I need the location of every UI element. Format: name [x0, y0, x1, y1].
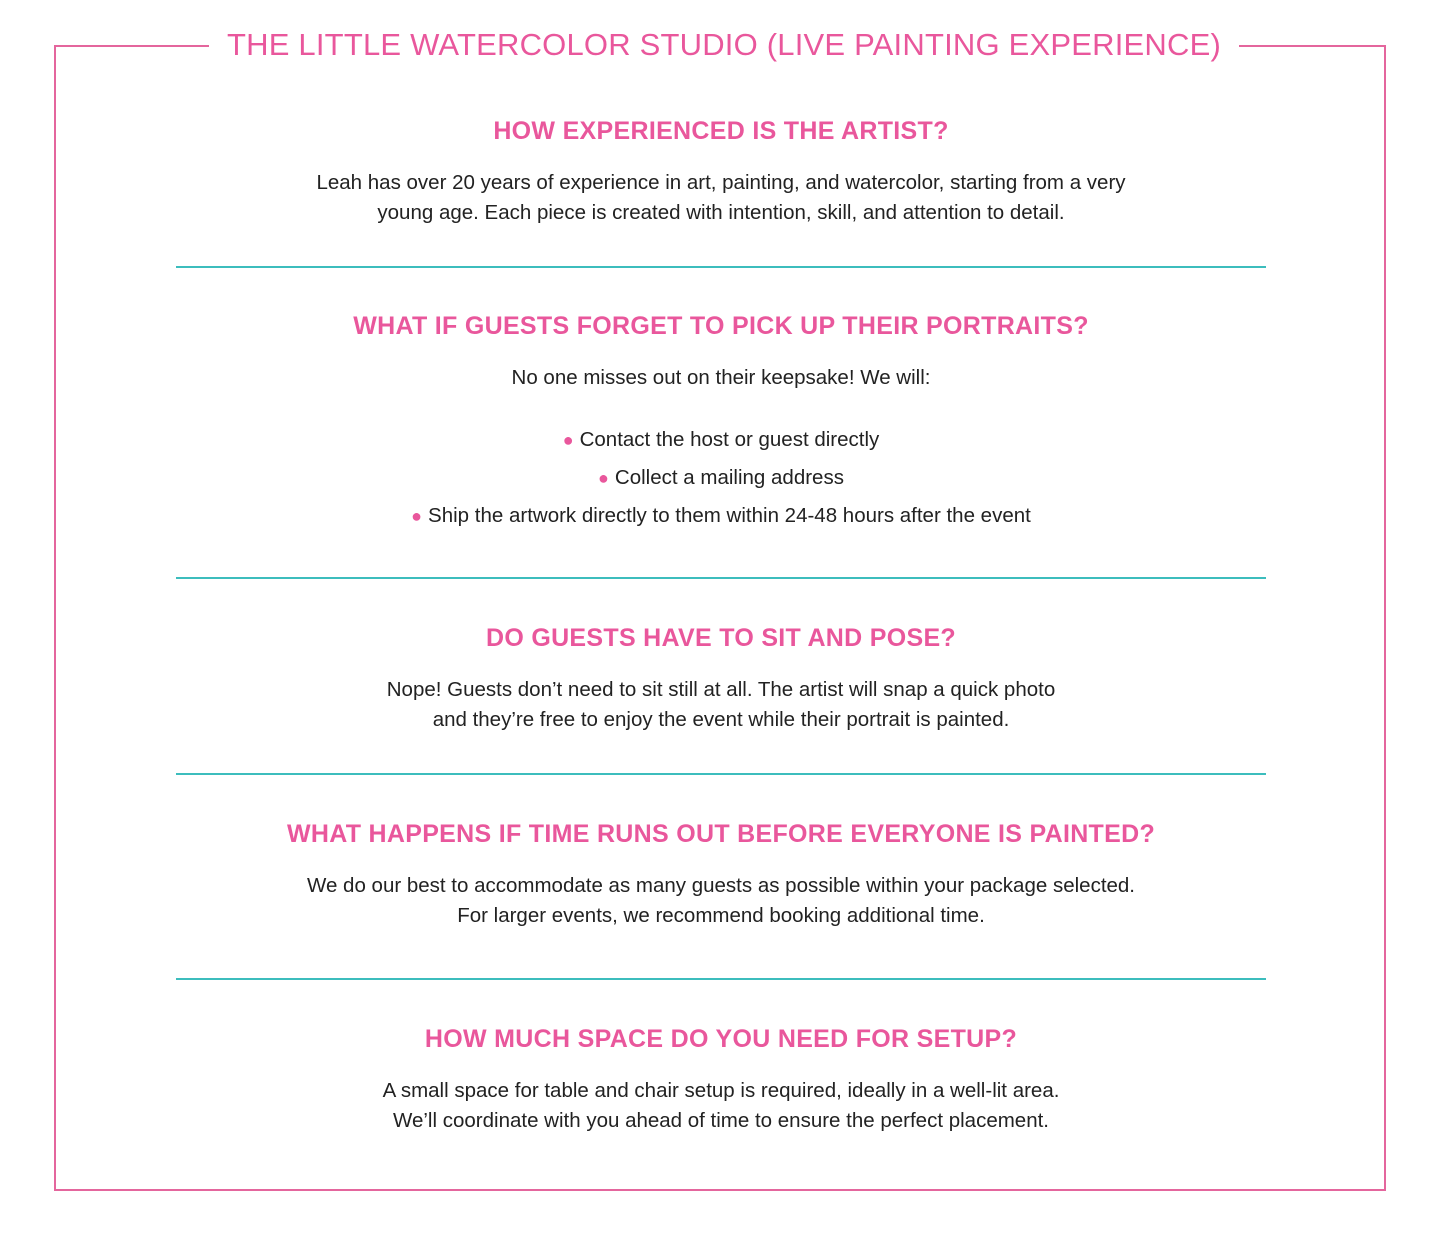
faq-item-setup-space — [176, 1023, 1266, 1135]
faq-answer-line: We’ll coordinate with you ahead of time to ensure the perfect placement. — [393, 1108, 1049, 1132]
faq-question: WHAT IF GUESTS FORGET TO PICK UP THEIR PORTRAITS? — [353, 312, 1089, 340]
bullet-dot-icon: ● — [562, 429, 574, 450]
section-divider — [176, 978, 1266, 980]
faq-question: HOW MUCH SPACE DO YOU NEED FOR SETUP? — [424, 1025, 1018, 1053]
faq-answer-line: We do our best to accommodate as many guests as possible within your package selected. — [306, 874, 1136, 897]
faq-answer-line: A small space for table and chair setup is required, ideally in a well-lit area. — [382, 1079, 1060, 1102]
bullet-text: Collect a mailing address — [614, 465, 844, 489]
page-title: THE LITTLE WATERCOLOR STUDIO (LIVE PAINTING EXPERIENCE) — [209, 24, 1239, 66]
faq-answer-line: and they’re free to enjoy the event while their portrait is painted. — [432, 707, 1010, 731]
faq-answer-line: No one misses out on their keepsake! We will: — [511, 366, 931, 389]
faq-item-time-runs-out — [176, 818, 1266, 930]
bullet-dot-icon: ● — [598, 467, 609, 488]
faq-answer — [176, 871, 1266, 930]
faq-item-forgotten-portraits — [176, 310, 1266, 535]
bullet-text: Contact the host or guest directly — [579, 427, 880, 451]
bullet-item — [176, 421, 1266, 459]
faq-item-sit-and-pose — [176, 622, 1266, 734]
page-title-wrapper — [0, 24, 1448, 66]
section-divider — [176, 577, 1266, 579]
faq-question: WHAT HAPPENS IF TIME RUNS OUT BEFORE EVERYONE IS PAINTED? — [286, 820, 1156, 848]
bullet-text: Ship the artwork directly to them within 24-48 hours after the event — [428, 503, 1031, 527]
faq-answer-line: young age. Each piece is created with intention, skill, and attention to detail. — [377, 200, 1065, 224]
bullet-dot-icon: ● — [411, 505, 423, 526]
bullet-item — [176, 497, 1266, 535]
section-divider — [176, 266, 1266, 268]
section-divider — [176, 773, 1266, 775]
bullet-item — [176, 459, 1266, 497]
bullet-list — [176, 421, 1266, 535]
faq-item-artist-experience — [176, 115, 1266, 227]
faq-question: DO GUESTS HAVE TO SIT AND POSE? — [485, 624, 956, 652]
faq-answer-line: Nope! Guests don’t need to sit still at all. The artist will snap a quick photo — [386, 678, 1056, 701]
faq-answer-line: For larger events, we recommend booking additional time. — [457, 903, 985, 927]
faq-answer — [176, 168, 1266, 227]
faq-answer — [176, 1076, 1266, 1135]
faq-answer-line: Leah has over 20 years of experience in art, painting, and watercolor, starting from a very — [316, 171, 1126, 194]
faq-answer — [176, 363, 1266, 393]
faq-answer — [176, 675, 1266, 734]
faq-question: HOW EXPERIENCED IS THE ARTIST? — [493, 117, 949, 145]
